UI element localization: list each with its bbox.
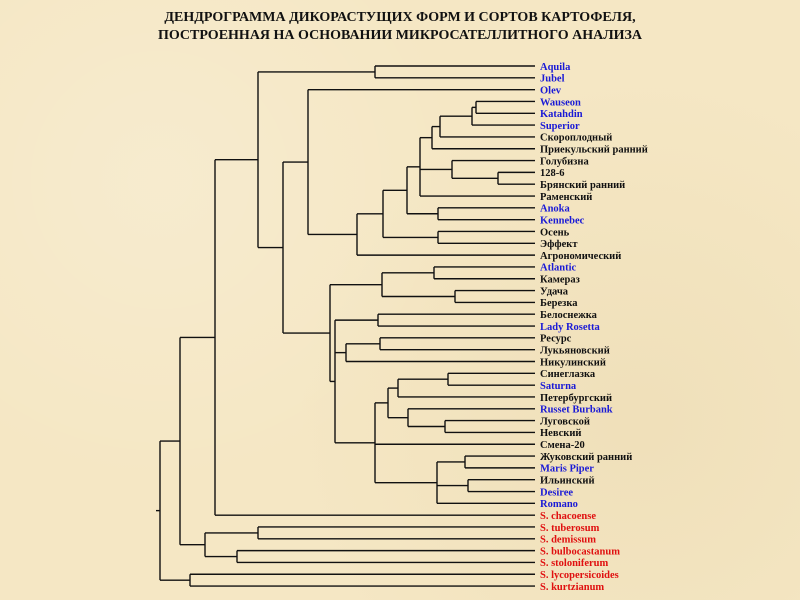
leaf-label: Saturna [540,380,577,392]
leaf-label: Atlantic [540,262,577,274]
leaf-label: Удача [540,286,569,298]
leaf-label: Wauseon [540,97,581,109]
leaf-label: Невский [540,428,582,440]
leaf-label: Скороплодный [540,132,613,144]
leaf-label: S. chacoense [540,510,596,522]
leaf-label: Superior [540,120,580,132]
leaf-label: Приекульский ранний [540,144,648,156]
leaf-label: Белоснежка [540,310,597,322]
leaf-label: Березка [540,298,578,310]
leaf-label: S. kurtzianum [540,581,605,593]
leaf-label: Kennebec [540,215,585,227]
leaf-label: Смена-20 [540,440,585,452]
leaf-label: Раменский [540,191,593,203]
leaf-label: Aquila [540,61,571,73]
leaf-label: Jubel [540,73,565,85]
leaf-label: Никулинский [540,357,606,369]
leaf-label: S. stoloniferum [540,558,609,570]
leaf-label: S. bulbocastanum [540,546,620,558]
leaf-label: S. lycopersicoides [540,570,619,582]
leaf-label: Брянский ранний [540,180,626,191]
title-line-2: ПОСТРОЕННАЯ НА ОСНОВАНИИ МИКРОСАТЕЛЛИТНОГО АНАЛИЗА [157,28,643,43]
leaf-label: Осень [540,227,570,239]
leaf-label: Жуковский ранний [540,451,633,463]
title-line-1: ДЕНДРОГРАММА ДИКОРАСТУЩИХ ФОРМ И СОРТОВ КАРТОФЕЛЯ, [164,10,636,25]
leaf-labels [540,62,648,593]
leaf-label: Ильинский [540,475,595,487]
leaf-label: Romano [540,499,578,511]
leaf-label: S. tuberosum [540,522,600,534]
leaf-label: Katahdin [540,109,583,121]
leaf-label: Ресурс [540,333,572,345]
dendrogram-branches [156,66,535,586]
leaf-label: Lady Rosetta [540,321,600,333]
leaf-label: Olev [540,85,561,97]
leaf-label: S. demissum [540,534,597,546]
leaf-label: Лукьяновский [540,345,610,357]
leaf-label: Desiree [540,487,574,499]
leaf-label: Голубизна [540,156,589,168]
leaf-label: Камераз [540,274,580,286]
leaf-label: Russet Burbank [540,404,613,416]
leaf-label: Агрономический [540,250,622,262]
leaf-label: Эффект [540,239,578,251]
leaf-label: Maris Piper [540,463,594,475]
leaf-label: 128-6 [540,168,565,180]
leaf-label: Anoka [540,203,570,215]
leaf-label: Петербургский [540,392,613,404]
leaf-label: Луговской [540,416,590,428]
leaf-label: Синеглазка [540,369,596,381]
